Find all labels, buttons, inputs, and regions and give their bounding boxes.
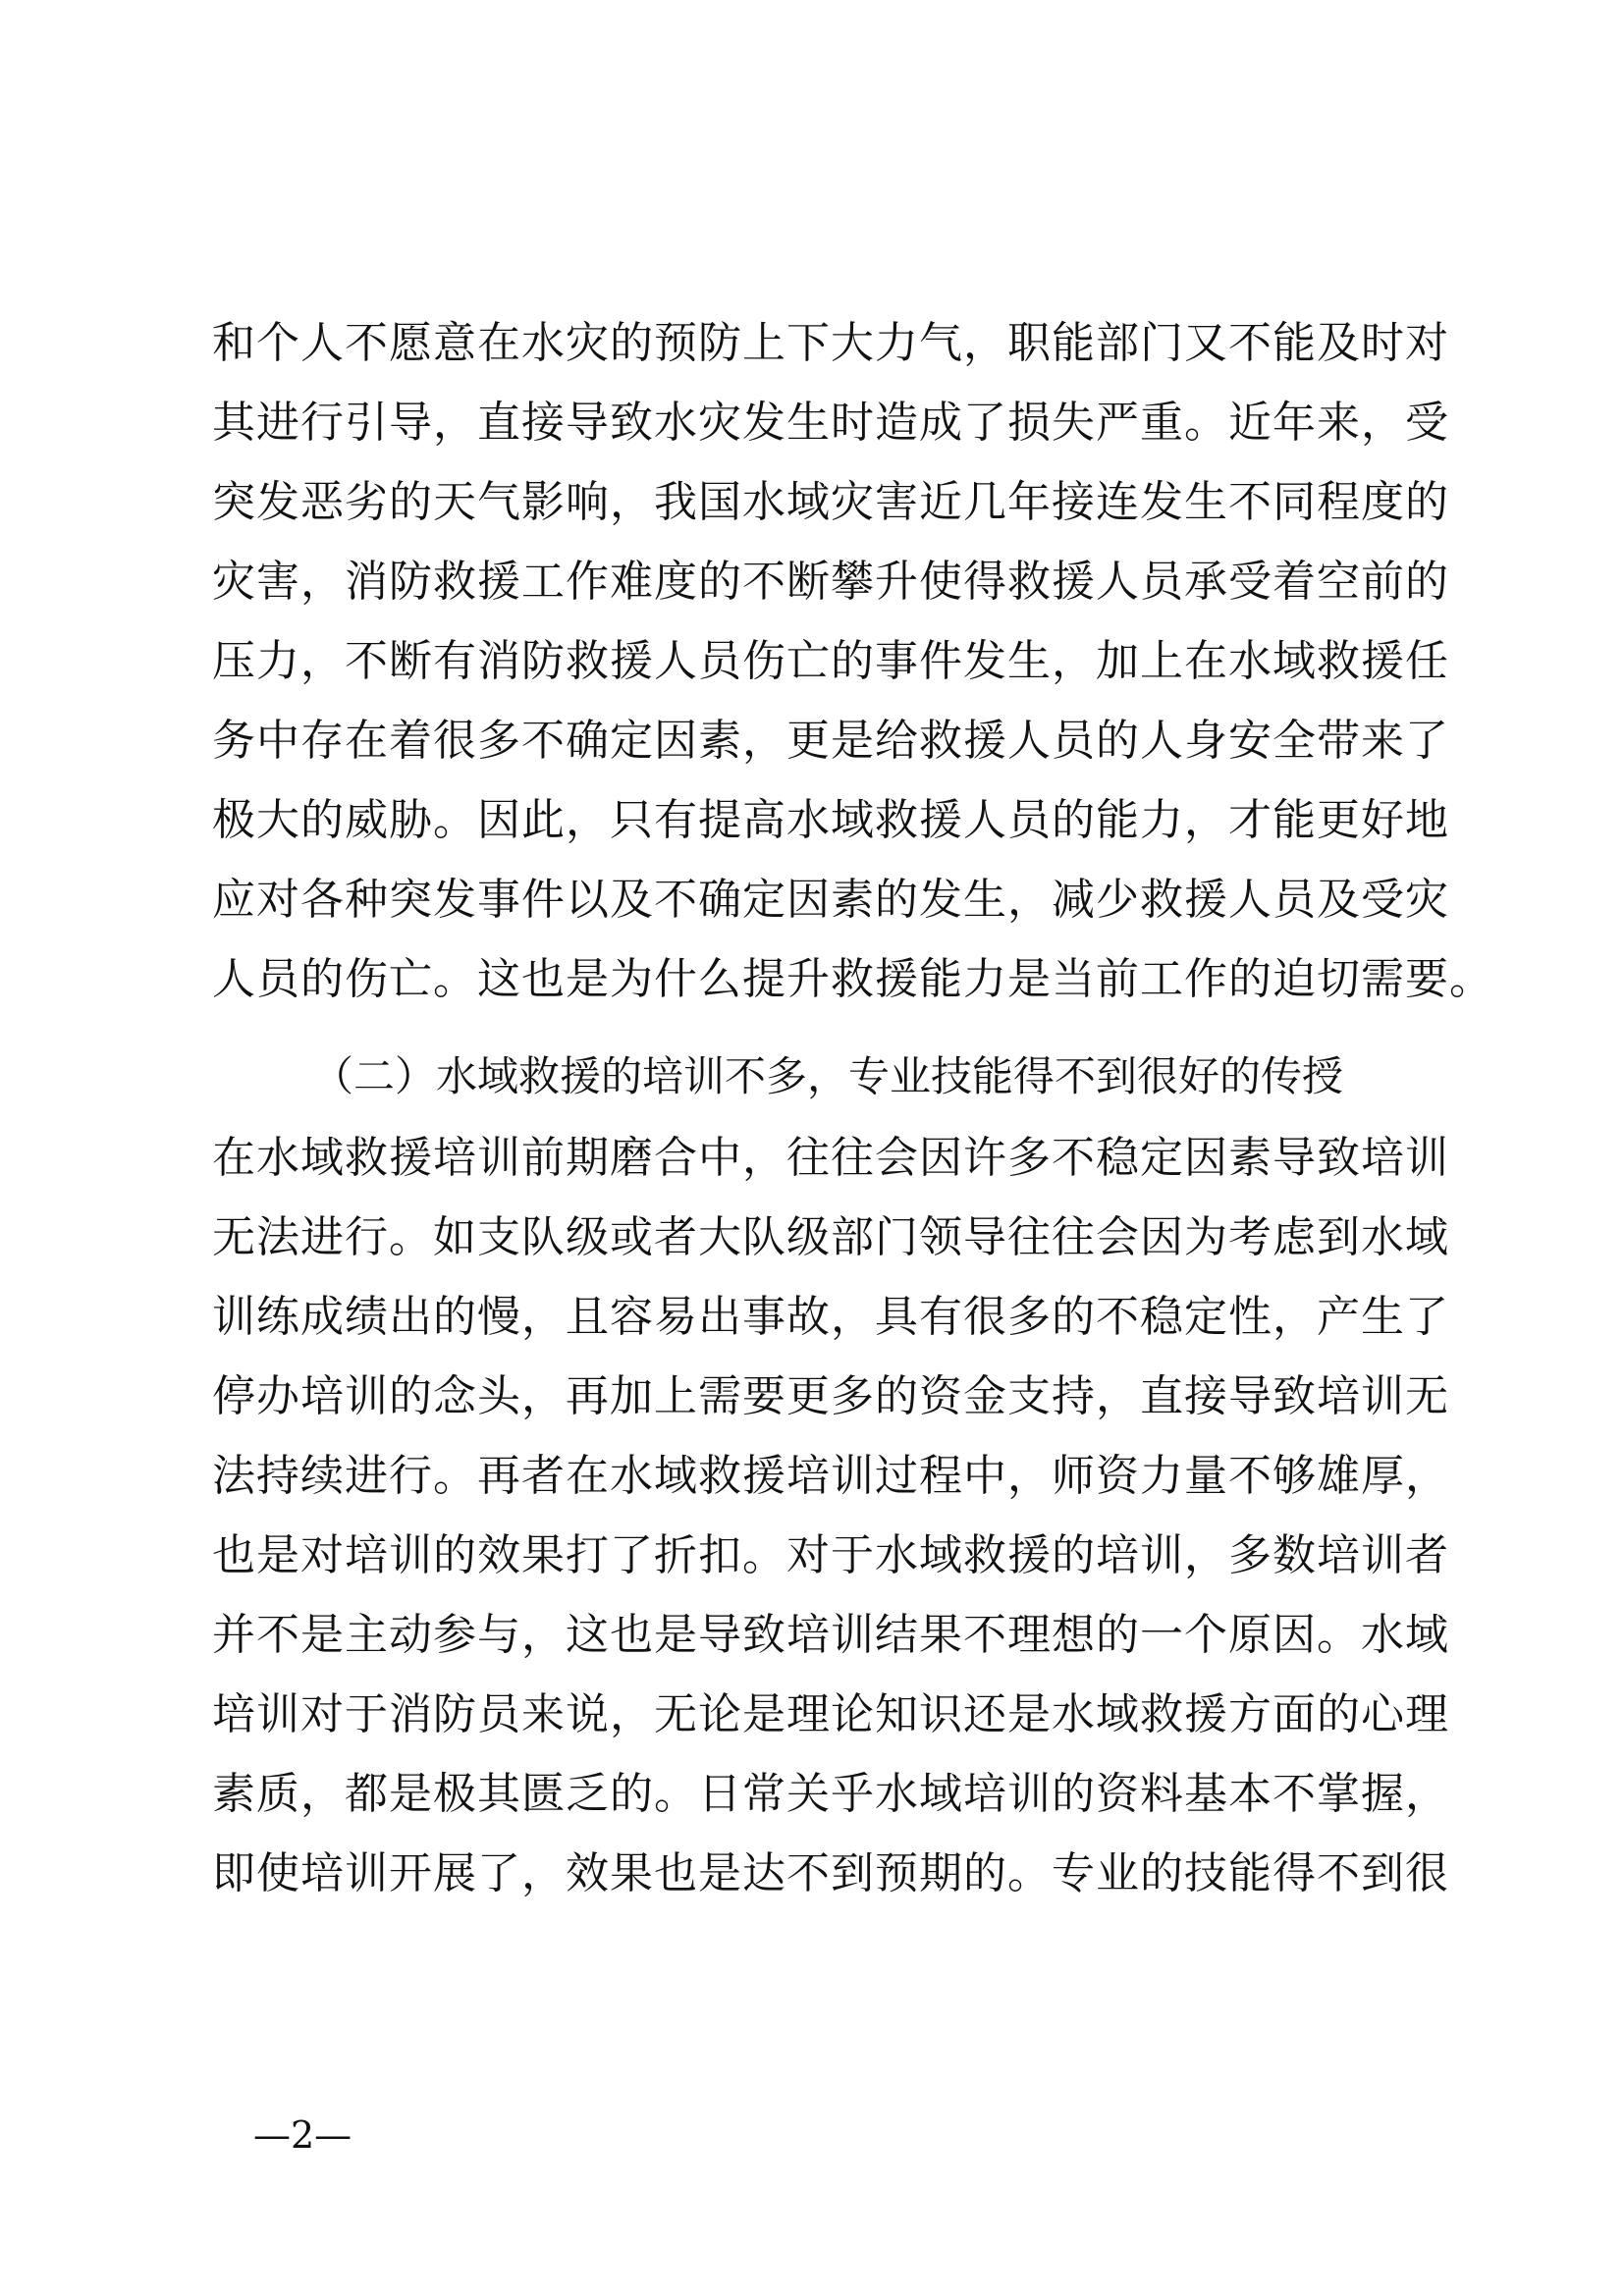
page-number: —2— bbox=[253, 2113, 352, 2157]
paragraph-line: 突发恶劣的天气影响，我国水域灾害近几年接连发生不同程度的 bbox=[212, 477, 1449, 527]
paragraph-line: 无法进行。如支队级或者大队级部门领导往往会因为考虑到水域 bbox=[212, 1212, 1449, 1262]
paragraph-line: 其进行引导，直接导致水灾发生时造成了损失严重。近年来，受 bbox=[212, 398, 1449, 448]
paragraph-line: 人员的伤亡。这也是为什么提升救援能力是当前工作的迫切需要。 bbox=[212, 954, 1493, 1004]
paragraph-line: 极大的威胁。因此，只有提高水域救援人员的能力，才能更好地 bbox=[212, 795, 1449, 845]
paragraph-line: 停办培训的念头，再加上需要更多的资金支持，直接导致培训无 bbox=[212, 1371, 1449, 1421]
paragraph-line: 培训对于消防员来说，无论是理论知识还是水域救援方面的心理 bbox=[212, 1689, 1449, 1739]
paragraph-line: 灾害，消防救援工作难度的不断攀升使得救援人员承受着空前的 bbox=[212, 557, 1449, 607]
paragraph-line: 素质，都是极其匮乏的。日常关乎水域培训的资料基本不掌握， bbox=[212, 1769, 1449, 1819]
paragraph-line: 和个人不愿意在水灾的预防上下大力气，职能部门又不能及时对 bbox=[212, 318, 1449, 368]
paragraph-line: 训练成绩出的慢，且容易出事故，具有很多的不稳定性，产生了 bbox=[212, 1292, 1449, 1342]
paragraph-line: 即使培训开展了，效果也是达不到预期的。专业的技能得不到很 bbox=[212, 1848, 1449, 1898]
paragraph-line: 应对各种突发事件以及不确定因素的发生，减少救援人员及受灾 bbox=[212, 875, 1449, 925]
paragraph-line: 在水域救援培训前期磨合中，往往会因许多不稳定因素导致培训 bbox=[212, 1133, 1449, 1183]
paragraph-line: 也是对培训的效果打了折扣。对于水域救援的培训，多数培训者 bbox=[212, 1530, 1449, 1580]
paragraph-line: 并不是主动参与，这也是导致培训结果不理想的一个原因。水域 bbox=[212, 1610, 1449, 1660]
paragraph-line: 务中存在着很多不确定因素，更是给救援人员的人身安全带来了 bbox=[212, 716, 1449, 766]
paragraph-line: 法持续进行。再者在水域救援培训过程中，师资力量不够雄厚， bbox=[212, 1451, 1449, 1501]
paragraph-line: 压力，不断有消防救援人员伤亡的事件发生，加上在水域救援任 bbox=[212, 636, 1449, 686]
section-heading: （二）水域救援的培训不多，专业技能得不到很好的传授 bbox=[312, 1052, 1344, 1100]
